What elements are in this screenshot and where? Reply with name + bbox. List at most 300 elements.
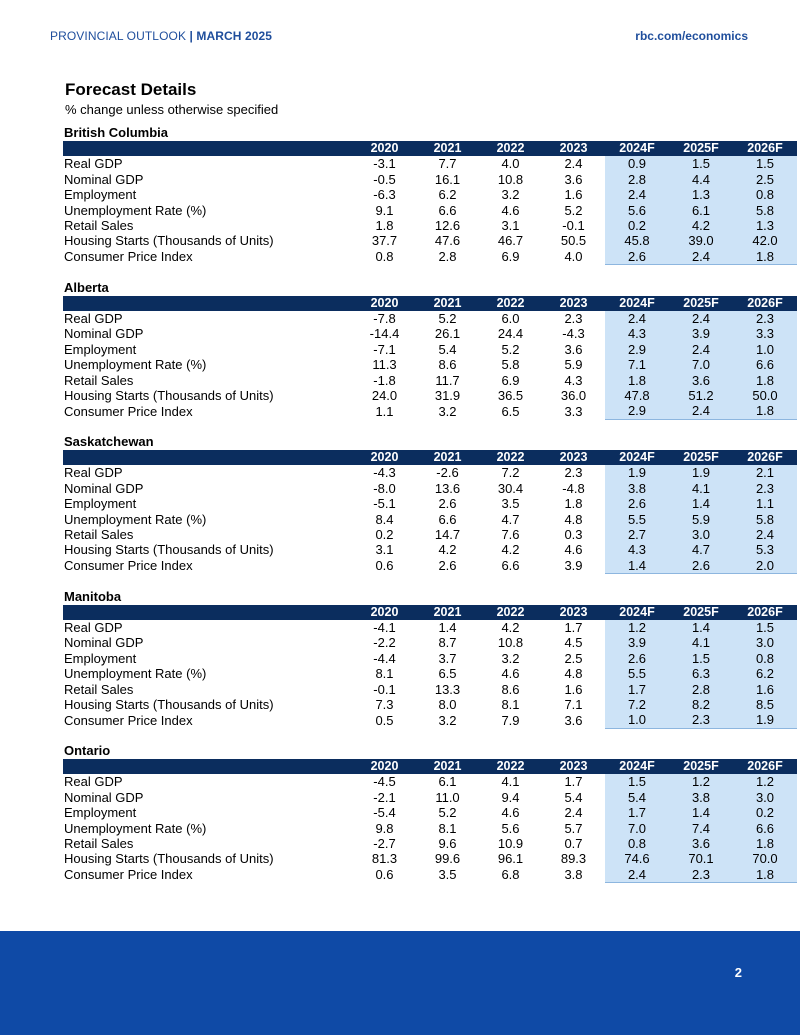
forecast-value-cell: 1.8 bbox=[733, 249, 797, 265]
indicator-label: Employment bbox=[64, 650, 137, 666]
column-header-year: 2025F bbox=[669, 759, 733, 774]
forecast-value-cell: 2.3 bbox=[669, 712, 733, 728]
indicator-label: Unemployment Rate (%) bbox=[64, 511, 207, 527]
indicator-label: Employment bbox=[64, 805, 137, 821]
forecast-value-cell: 5.3 bbox=[733, 542, 797, 557]
table-header-row bbox=[63, 141, 797, 156]
historical-value-cell: 36.0 bbox=[560, 387, 587, 403]
column-header-year: 2026F bbox=[733, 141, 797, 156]
forecast-value-cell: 4.1 bbox=[669, 481, 733, 496]
forecast-value-cell: 1.2 bbox=[669, 774, 733, 789]
table-row bbox=[63, 666, 797, 681]
column-header-year: 2023 bbox=[542, 759, 605, 774]
historical-value-cell: 6.6 bbox=[438, 202, 457, 218]
historical-value-cell: 4.8 bbox=[564, 511, 583, 527]
historical-value-cell: -2.6 bbox=[436, 465, 459, 481]
historical-value-cell: -14.4 bbox=[369, 326, 400, 342]
historical-value-cell: 3.6 bbox=[564, 171, 583, 187]
forecast-value-cell: 1.5 bbox=[733, 620, 797, 635]
forecast-value-cell: 1.2 bbox=[733, 774, 797, 789]
historical-value-cell: -5.4 bbox=[373, 805, 396, 821]
province-name: Ontario bbox=[64, 743, 111, 758]
historical-value-cell: 2.6 bbox=[438, 558, 457, 574]
historical-value-cell: 0.7 bbox=[564, 836, 583, 852]
forecast-value-cell: 1.5 bbox=[733, 156, 797, 171]
forecast-value-cell: 7.0 bbox=[669, 357, 733, 372]
forecast-value-cell: 42.0 bbox=[733, 233, 797, 248]
historical-value-cell: 0.5 bbox=[375, 712, 394, 728]
historical-value-cell: 8.6 bbox=[501, 681, 520, 697]
table-row bbox=[63, 326, 797, 341]
historical-value-cell: 6.2 bbox=[438, 187, 457, 203]
forecast-value-cell: 0.8 bbox=[733, 651, 797, 666]
column-header-year: 2021 bbox=[416, 296, 479, 311]
column-header-year: 2020 bbox=[353, 605, 416, 620]
historical-value-cell: 5.2 bbox=[438, 310, 457, 326]
forecast-table bbox=[63, 759, 797, 883]
indicator-label: Real GDP bbox=[64, 156, 123, 172]
forecast-value-cell: 1.4 bbox=[669, 805, 733, 820]
historical-value-cell: -2.1 bbox=[373, 789, 396, 805]
table-row bbox=[63, 651, 797, 666]
table-row bbox=[63, 836, 797, 851]
column-header-year: 2026F bbox=[733, 450, 797, 465]
historical-value-cell: 4.3 bbox=[564, 372, 583, 388]
forecast-value-cell: 4.2 bbox=[669, 218, 733, 233]
forecast-value-cell: 8.5 bbox=[733, 697, 797, 712]
table-row bbox=[63, 867, 797, 883]
historical-value-cell: 4.2 bbox=[501, 619, 520, 635]
forecast-value-cell: 2.4 bbox=[669, 311, 733, 326]
historical-value-cell: 4.2 bbox=[501, 542, 520, 558]
table-row bbox=[63, 542, 797, 557]
forecast-value-cell: 1.5 bbox=[605, 774, 669, 789]
column-header-year: 2026F bbox=[733, 759, 797, 774]
province-section bbox=[63, 588, 783, 729]
province-section bbox=[63, 279, 783, 420]
header-blank-cell bbox=[63, 605, 353, 620]
historical-value-cell: -4.5 bbox=[373, 774, 396, 790]
forecast-value-cell: 2.4 bbox=[605, 311, 669, 326]
historical-value-cell: 3.5 bbox=[501, 496, 520, 512]
forecast-value-cell: 3.6 bbox=[669, 373, 733, 388]
historical-value-cell: 24.0 bbox=[371, 387, 398, 403]
forecast-value-cell: 70.1 bbox=[669, 851, 733, 866]
column-header-year: 2025F bbox=[669, 450, 733, 465]
forecast-value-cell: 6.3 bbox=[669, 666, 733, 681]
historical-value-cell: -8.0 bbox=[373, 480, 396, 496]
indicator-label: Housing Starts (Thousands of Units) bbox=[64, 387, 274, 403]
historical-value-cell: 7.7 bbox=[438, 156, 457, 172]
forecast-value-cell: 2.3 bbox=[733, 311, 797, 326]
historical-value-cell: 46.7 bbox=[497, 233, 524, 249]
column-header-year: 2024F bbox=[605, 141, 669, 156]
table-row bbox=[63, 218, 797, 233]
forecast-value-cell: 8.2 bbox=[669, 697, 733, 712]
forecast-value-cell: 70.0 bbox=[733, 851, 797, 866]
historical-value-cell: 4.6 bbox=[501, 202, 520, 218]
forecast-value-cell: 1.3 bbox=[733, 218, 797, 233]
website-link[interactable]: rbc.com/economics bbox=[635, 29, 748, 43]
historical-value-cell: 4.8 bbox=[564, 666, 583, 682]
table-row bbox=[63, 403, 797, 419]
forecast-value-cell: 2.1 bbox=[733, 465, 797, 480]
table-row bbox=[63, 311, 797, 326]
page-subtitle: % change unless otherwise specified bbox=[65, 102, 279, 117]
forecast-value-cell: 2.4 bbox=[669, 342, 733, 357]
forecast-value-cell: 2.3 bbox=[733, 481, 797, 496]
historical-value-cell: 1.8 bbox=[564, 496, 583, 512]
historical-value-cell: 5.2 bbox=[501, 341, 520, 357]
forecast-value-cell: 6.6 bbox=[733, 357, 797, 372]
forecast-value-cell: 1.7 bbox=[605, 805, 669, 820]
historical-value-cell: 2.5 bbox=[564, 650, 583, 666]
historical-value-cell: 4.0 bbox=[564, 249, 583, 265]
historical-value-cell: 8.0 bbox=[438, 696, 457, 712]
historical-value-cell: 3.2 bbox=[501, 650, 520, 666]
forecast-value-cell: 3.0 bbox=[669, 527, 733, 542]
historical-value-cell: -7.1 bbox=[373, 341, 396, 357]
historical-value-cell: 4.5 bbox=[564, 635, 583, 651]
forecast-value-cell: 2.4 bbox=[669, 403, 733, 419]
forecast-value-cell: 47.8 bbox=[605, 388, 669, 403]
historical-value-cell: -5.1 bbox=[373, 496, 396, 512]
column-header-year: 2022 bbox=[479, 759, 542, 774]
indicator-label: Nominal GDP bbox=[64, 171, 144, 187]
province-name: British Columbia bbox=[64, 125, 169, 140]
forecast-value-cell: 6.1 bbox=[669, 203, 733, 218]
indicator-label: Nominal GDP bbox=[64, 635, 144, 651]
forecast-value-cell: 1.0 bbox=[605, 712, 669, 728]
historical-value-cell: 2.4 bbox=[564, 156, 583, 172]
indicator-label: Retail Sales bbox=[64, 218, 134, 234]
historical-value-cell: -0.1 bbox=[562, 218, 585, 234]
historical-value-cell: 9.4 bbox=[501, 789, 520, 805]
historical-value-cell: 6.1 bbox=[438, 774, 457, 790]
forecast-value-cell: 2.4 bbox=[605, 867, 669, 883]
report-series-name: PROVINCIAL OUTLOOK bbox=[50, 29, 187, 43]
historical-value-cell: 2.6 bbox=[438, 496, 457, 512]
historical-value-cell: 5.9 bbox=[564, 357, 583, 373]
forecast-value-cell: 2.0 bbox=[733, 558, 797, 574]
indicator-label: Consumer Price Index bbox=[64, 558, 193, 574]
historical-value-cell: 24.4 bbox=[497, 326, 524, 342]
indicator-label: Real GDP bbox=[64, 774, 123, 790]
historical-value-cell: -0.1 bbox=[373, 681, 396, 697]
forecast-value-cell: 3.9 bbox=[605, 635, 669, 650]
header-blank-cell bbox=[63, 759, 353, 774]
historical-value-cell: 11.0 bbox=[435, 789, 460, 805]
report-header bbox=[50, 29, 272, 43]
forecast-value-cell: 1.8 bbox=[605, 373, 669, 388]
forecast-value-cell: 2.4 bbox=[669, 249, 733, 265]
historical-value-cell: 6.6 bbox=[438, 511, 457, 527]
forecast-value-cell: 5.8 bbox=[733, 203, 797, 218]
forecast-value-cell: 0.8 bbox=[605, 836, 669, 851]
forecast-value-cell: 2.8 bbox=[669, 682, 733, 697]
historical-value-cell: 10.9 bbox=[497, 836, 524, 852]
historical-value-cell: 50.5 bbox=[560, 233, 587, 249]
historical-value-cell: 0.6 bbox=[375, 558, 394, 574]
forecast-value-cell: 2.6 bbox=[605, 651, 669, 666]
historical-value-cell: 1.7 bbox=[564, 774, 583, 790]
forecast-value-cell: 1.8 bbox=[733, 836, 797, 851]
indicator-label: Unemployment Rate (%) bbox=[64, 357, 207, 373]
historical-value-cell: 6.5 bbox=[438, 666, 457, 682]
table-row bbox=[63, 465, 797, 480]
forecast-value-cell: 3.3 bbox=[733, 326, 797, 341]
table-row bbox=[63, 851, 797, 866]
table-row bbox=[63, 527, 797, 542]
historical-value-cell: 8.6 bbox=[438, 357, 457, 373]
forecast-value-cell: 2.5 bbox=[733, 172, 797, 187]
historical-value-cell: 1.6 bbox=[564, 187, 583, 203]
historical-value-cell: 3.3 bbox=[564, 403, 583, 419]
indicator-label: Real GDP bbox=[64, 465, 123, 481]
forecast-value-cell: 2.6 bbox=[605, 496, 669, 511]
forecast-value-cell: 1.5 bbox=[669, 651, 733, 666]
column-header-year: 2023 bbox=[542, 605, 605, 620]
historical-value-cell: 5.6 bbox=[501, 820, 520, 836]
forecast-value-cell: 1.2 bbox=[605, 620, 669, 635]
indicator-label: Housing Starts (Thousands of Units) bbox=[64, 542, 274, 558]
forecast-value-cell: 51.2 bbox=[669, 388, 733, 403]
table-row bbox=[63, 357, 797, 372]
forecast-value-cell: 3.6 bbox=[669, 836, 733, 851]
forecast-value-cell: 2.9 bbox=[605, 342, 669, 357]
historical-value-cell: 96.1 bbox=[497, 851, 524, 867]
forecast-value-cell: 0.2 bbox=[605, 218, 669, 233]
column-header-year: 2023 bbox=[542, 450, 605, 465]
column-header-year: 2024F bbox=[605, 296, 669, 311]
historical-value-cell: 89.3 bbox=[560, 851, 587, 867]
forecast-value-cell: 3.0 bbox=[733, 635, 797, 650]
historical-value-cell: -3.1 bbox=[373, 156, 396, 172]
historical-value-cell: 30.4 bbox=[497, 480, 524, 496]
historical-value-cell: 8.1 bbox=[501, 696, 520, 712]
historical-value-cell: -4.1 bbox=[373, 619, 396, 635]
column-header-year: 2024F bbox=[605, 450, 669, 465]
historical-value-cell: 3.1 bbox=[501, 218, 520, 234]
historical-value-cell: 6.6 bbox=[501, 558, 520, 574]
historical-value-cell: 11.3 bbox=[372, 357, 397, 373]
historical-value-cell: 10.8 bbox=[497, 635, 524, 651]
forecast-value-cell: 0.2 bbox=[733, 805, 797, 820]
table-header-row bbox=[63, 759, 797, 774]
historical-value-cell: 2.3 bbox=[564, 465, 583, 481]
forecast-value-cell: 2.9 bbox=[605, 403, 669, 419]
indicator-label: Unemployment Rate (%) bbox=[64, 820, 207, 836]
historical-value-cell: 2.8 bbox=[438, 249, 457, 265]
page-title: Forecast Details bbox=[65, 80, 197, 99]
historical-value-cell: 3.1 bbox=[375, 542, 394, 558]
forecast-value-cell: 7.4 bbox=[669, 821, 733, 836]
column-header-year: 2023 bbox=[542, 141, 605, 156]
forecast-value-cell: 1.6 bbox=[733, 682, 797, 697]
historical-value-cell: 47.6 bbox=[434, 233, 461, 249]
forecast-value-cell: 1.5 bbox=[669, 156, 733, 171]
indicator-label: Retail Sales bbox=[64, 372, 134, 388]
forecast-value-cell: 1.0 bbox=[733, 342, 797, 357]
indicator-label: Unemployment Rate (%) bbox=[64, 666, 207, 682]
historical-value-cell: 6.5 bbox=[501, 403, 520, 419]
historical-value-cell: -0.5 bbox=[373, 171, 396, 187]
table-header-row bbox=[63, 605, 797, 620]
column-header-year: 2026F bbox=[733, 296, 797, 311]
forecast-table bbox=[63, 450, 797, 574]
forecast-value-cell: 4.4 bbox=[669, 172, 733, 187]
table-header-row bbox=[63, 450, 797, 465]
indicator-label: Consumer Price Index bbox=[64, 403, 193, 419]
historical-value-cell: 3.2 bbox=[501, 187, 520, 203]
forecast-value-cell: 1.4 bbox=[605, 558, 669, 574]
forecast-value-cell: 2.4 bbox=[605, 187, 669, 202]
historical-value-cell: 14.7 bbox=[434, 527, 461, 543]
column-header-year: 2021 bbox=[416, 759, 479, 774]
forecast-value-cell: 5.8 bbox=[733, 512, 797, 527]
column-header-year: 2020 bbox=[353, 141, 416, 156]
historical-value-cell: 4.1 bbox=[501, 774, 520, 790]
column-header-year: 2025F bbox=[669, 141, 733, 156]
forecast-value-cell: 1.3 bbox=[669, 187, 733, 202]
historical-value-cell: 0.3 bbox=[564, 527, 583, 543]
historical-value-cell: 7.1 bbox=[564, 696, 583, 712]
table-row bbox=[63, 712, 797, 728]
province-name: Alberta bbox=[64, 279, 109, 295]
forecast-value-cell: 1.4 bbox=[669, 496, 733, 511]
forecast-value-cell: 0.9 bbox=[605, 156, 669, 171]
historical-value-cell: 5.7 bbox=[564, 820, 583, 836]
forecast-value-cell: 6.2 bbox=[733, 666, 797, 681]
header-blank-cell bbox=[63, 296, 353, 311]
table-row bbox=[63, 203, 797, 218]
indicator-label: Employment bbox=[64, 496, 137, 512]
forecast-value-cell: 5.9 bbox=[669, 512, 733, 527]
province-name: Manitoba bbox=[64, 588, 122, 604]
historical-value-cell: 4.2 bbox=[438, 542, 457, 558]
forecast-value-cell: 1.9 bbox=[605, 465, 669, 480]
historical-value-cell: 5.2 bbox=[564, 202, 583, 218]
indicator-label: Retail Sales bbox=[64, 681, 134, 697]
forecast-value-cell: 4.3 bbox=[605, 326, 669, 341]
forecast-value-cell: 7.1 bbox=[605, 357, 669, 372]
historical-value-cell: 8.4 bbox=[375, 511, 394, 527]
historical-value-cell: -1.8 bbox=[373, 372, 396, 388]
forecast-value-cell: 1.9 bbox=[733, 712, 797, 728]
forecast-table bbox=[63, 605, 797, 729]
historical-value-cell: 12.6 bbox=[434, 218, 461, 234]
historical-value-cell: 9.8 bbox=[375, 820, 394, 836]
historical-value-cell: 7.9 bbox=[501, 712, 520, 728]
forecast-value-cell: 5.5 bbox=[605, 512, 669, 527]
column-header-year: 2022 bbox=[479, 450, 542, 465]
historical-value-cell: 1.7 bbox=[564, 619, 583, 635]
table-row bbox=[63, 172, 797, 187]
table-row bbox=[63, 821, 797, 836]
historical-value-cell: 26.1 bbox=[434, 326, 461, 342]
historical-value-cell: 1.8 bbox=[375, 218, 394, 234]
forecast-value-cell: 0.8 bbox=[733, 187, 797, 202]
historical-value-cell: 5.2 bbox=[438, 805, 457, 821]
forecast-value-cell: 5.5 bbox=[605, 666, 669, 681]
historical-value-cell: 81.3 bbox=[371, 851, 398, 867]
forecast-value-cell: 1.9 bbox=[669, 465, 733, 480]
forecast-value-cell: 1.8 bbox=[733, 867, 797, 883]
column-header-year: 2023 bbox=[542, 296, 605, 311]
historical-value-cell: 3.2 bbox=[438, 712, 457, 728]
forecast-value-cell: 2.4 bbox=[733, 527, 797, 542]
column-header-year: 2020 bbox=[353, 296, 416, 311]
table-row bbox=[63, 790, 797, 805]
table-row bbox=[63, 558, 797, 574]
historical-value-cell: 6.0 bbox=[501, 310, 520, 326]
indicator-label: Consumer Price Index bbox=[64, 249, 193, 265]
indicator-label: Housing Starts (Thousands of Units) bbox=[64, 851, 274, 867]
table-header-row bbox=[63, 296, 797, 311]
column-header-year: 2024F bbox=[605, 759, 669, 774]
historical-value-cell: 1.4 bbox=[438, 619, 457, 635]
forecast-value-cell: 3.8 bbox=[605, 481, 669, 496]
forecast-value-cell: 5.4 bbox=[605, 790, 669, 805]
table-row bbox=[63, 373, 797, 388]
forecast-value-cell: 3.9 bbox=[669, 326, 733, 341]
forecast-table bbox=[63, 141, 797, 265]
column-header-year: 2021 bbox=[416, 605, 479, 620]
historical-value-cell: 1.1 bbox=[375, 403, 394, 419]
indicator-label: Housing Starts (Thousands of Units) bbox=[64, 696, 274, 712]
indicator-label: Retail Sales bbox=[64, 527, 134, 543]
historical-value-cell: 3.6 bbox=[564, 712, 583, 728]
historical-value-cell: 2.3 bbox=[564, 310, 583, 326]
column-header-year: 2021 bbox=[416, 141, 479, 156]
historical-value-cell: 8.1 bbox=[438, 820, 457, 836]
historical-value-cell: 0.2 bbox=[375, 527, 394, 543]
forecast-value-cell: 1.8 bbox=[733, 403, 797, 419]
historical-value-cell: 3.7 bbox=[438, 650, 457, 666]
table-row bbox=[63, 496, 797, 511]
historical-value-cell: 0.8 bbox=[375, 249, 394, 265]
indicator-label: Housing Starts (Thousands of Units) bbox=[64, 233, 274, 249]
header-blank-cell bbox=[63, 450, 353, 465]
forecast-value-cell: 2.8 bbox=[605, 172, 669, 187]
forecast-value-cell: 45.8 bbox=[605, 233, 669, 248]
historical-value-cell: 5.4 bbox=[438, 341, 457, 357]
forecast-value-cell: 4.1 bbox=[669, 635, 733, 650]
forecast-value-cell: 7.2 bbox=[605, 697, 669, 712]
forecast-value-cell: 4.3 bbox=[605, 542, 669, 557]
forecast-value-cell: 3.0 bbox=[733, 790, 797, 805]
column-header-year: 2026F bbox=[733, 605, 797, 620]
forecast-table bbox=[63, 296, 797, 420]
historical-value-cell: 99.6 bbox=[434, 851, 461, 867]
column-header-year: 2020 bbox=[353, 759, 416, 774]
historical-value-cell: 3.5 bbox=[438, 867, 457, 883]
indicator-label: Employment bbox=[64, 187, 137, 203]
forecast-value-cell: 2.6 bbox=[669, 558, 733, 574]
forecast-value-cell: 7.0 bbox=[605, 821, 669, 836]
historical-value-cell: 4.7 bbox=[501, 511, 520, 527]
historical-value-cell: 36.5 bbox=[497, 387, 524, 403]
historical-value-cell: -2.2 bbox=[373, 635, 396, 651]
column-header-year: 2022 bbox=[479, 141, 542, 156]
historical-value-cell: 3.6 bbox=[564, 341, 583, 357]
forecast-value-cell: 2.7 bbox=[605, 527, 669, 542]
historical-value-cell: 5.4 bbox=[564, 789, 583, 805]
column-header-year: 2021 bbox=[416, 450, 479, 465]
table-row bbox=[63, 805, 797, 820]
forecast-value-cell: 6.6 bbox=[733, 821, 797, 836]
table-row bbox=[63, 187, 797, 202]
